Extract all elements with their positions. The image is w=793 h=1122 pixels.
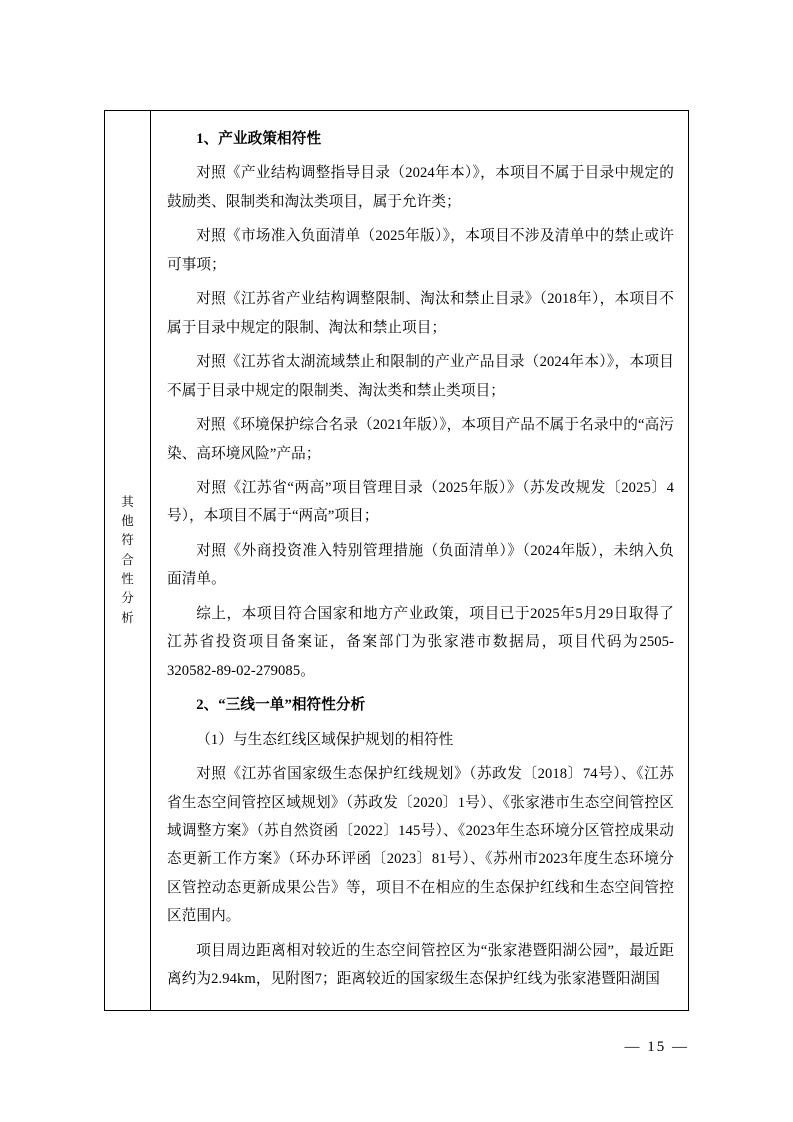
page-number: — 15 — — [624, 1039, 689, 1055]
subsection-ecological-redline: （1）与生态红线区域保护规划的相符性 — [196, 731, 454, 748]
paragraph-summary-filing: 综上，本项目符合国家和地方产业政策，项目已于2025年5月29日取得了江苏省投资项目备案证，备案部门为张家港市数据局，项目代码为2505-320582-89-02-279085。 — [167, 605, 674, 679]
paragraph-jiangsu-restrict-2018: 对照《江苏省产业结构调整限制、淘汰和禁止目录》（2018年），本项目不属于目录中规定的限制、淘汰和禁止项目； — [167, 291, 674, 336]
paragraph-two-high-2025: 对照《江苏省“两高”项目管理目录（2025年版）》（苏发改规发〔2025〕4号），本项目不属于“两高”项目； — [167, 479, 674, 525]
paragraph-env-protection-list-2021: 对照《环境保护综合名录（2021年版）》，本项目产品不属于名录中的“高污染、高环境风险”产品； — [167, 417, 674, 462]
row-label-cell — [105, 111, 151, 1010]
row-label-text: 其他符合性分析 — [121, 494, 134, 625]
paragraph-foreign-investment-2024: 对照《外商投资准入特别管理措施（负面清单）》（2024年版），未纳入负面清单。 — [167, 542, 674, 588]
paragraph-redline-documents: 对照《江苏省国家级生态保护红线规划》（苏政发〔2018〕74号）、《江苏省生态空间管控区域规划》（苏政发〔2020〕1号）、《张家港市生态空间管控区域调整方案》（苏自然资函〔2022〕145号）、《2023年生态环境分区管控成果动态更新工作方案》（环办环评函〔2023〕81号）、《苏州市2023年度生态环境分区管控动态更新成果公告》等，项目不在相应的生态保护红线和生态空间管控区范围内。 — [167, 766, 674, 925]
section-heading-industrial-policy: 1、产业政策相符性 — [196, 131, 322, 147]
section-heading-three-lines-one-permit: 2、“三线一单”相符性分析 — [196, 697, 366, 714]
paragraph-catalogue-2024: 对照《产业结构调整指导目录（2024年本）》，本项目不属于目录中规定的鼓励类、限制类和淘汰类项目，属于允许类； — [167, 165, 674, 210]
content-cell — [151, 111, 688, 1010]
paragraph-market-access-2025: 对照《市场准入负面清单（2025年版）》，本项目不涉及清单中的禁止或许可事项； — [167, 228, 674, 273]
paragraph-nearest-ecological-zone: 项目周边距离相对较近的生态空间管控区为“张家港暨阳湖公园”，最近距离约为2.94km，见附图7；距离较近的国家级生态保护红线为张家港暨阳湖国 — [167, 942, 674, 988]
paragraph-taihu-2024: 对照《江苏省太湖流域禁止和限制的产业产品目录（2024年本）》，本项目不属于目录中规定的限制类、淘汰类和禁止类项目； — [167, 354, 674, 399]
content-table — [104, 110, 689, 1011]
